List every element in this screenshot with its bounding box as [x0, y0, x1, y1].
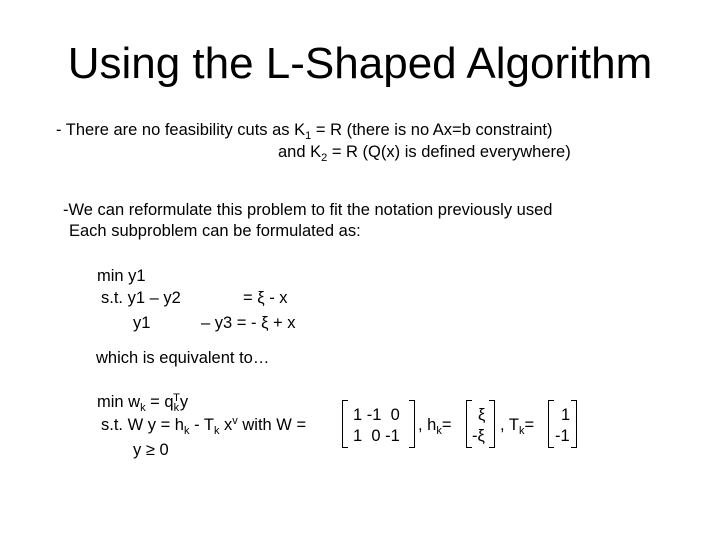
- subscript: k: [183, 425, 190, 437]
- matrix-w-row2: 1 0 -1: [353, 427, 400, 445]
- vector-h-row2: -ξ: [472, 427, 485, 445]
- problem1-constraint1-lhs: s.t. y1 – y2: [101, 289, 181, 307]
- subscript: 2: [321, 152, 328, 164]
- problem1-constraint2-rhs: – y3 = - ξ + x: [201, 314, 296, 332]
- t-label: [500, 415, 534, 435]
- vector-t-left-bracket: [548, 400, 554, 448]
- bullet-feasibility-line2: [278, 142, 571, 162]
- matrix-w-right-bracket: [409, 400, 415, 448]
- vector-h-right-bracket: [489, 400, 495, 448]
- vector-t-row2: -1: [555, 427, 570, 445]
- text: = q: [145, 393, 174, 411]
- equivalence-text: which is equivalent to…: [96, 349, 270, 367]
- subscript: k: [213, 425, 220, 437]
- matrix-w-row1: 1 -1 0: [353, 406, 400, 424]
- vector-t-right-bracket: [571, 400, 577, 448]
- problem2-nonnegativity: y ≥ 0: [133, 441, 169, 459]
- subscript: k: [173, 402, 180, 414]
- text: =: [524, 416, 535, 434]
- problem1-constraint1-rhs: = ξ - x: [243, 289, 288, 307]
- text: y: [179, 393, 189, 411]
- vector-h-row1: ξ: [478, 406, 486, 424]
- vector-t-row1: 1: [561, 406, 571, 424]
- bullet-feasibility-line1: [56, 120, 552, 140]
- subscript: k: [140, 402, 146, 414]
- subscript: k: [436, 425, 442, 437]
- text: min w: [97, 393, 141, 411]
- text: - T: [189, 416, 214, 434]
- text: , h: [418, 416, 437, 434]
- matrix-w-left-bracket: [342, 400, 348, 448]
- superscript: T: [173, 392, 180, 404]
- slide-title: Using the L-Shaped Algorithm: [67, 39, 653, 88]
- problem2-constraint: [101, 415, 306, 435]
- text: s.t. W y = h: [101, 416, 184, 434]
- subscript: 1: [305, 130, 312, 142]
- text: , T: [500, 416, 519, 434]
- bullet-reformulate-line2: Each subproblem can be formulated as:: [69, 222, 361, 240]
- problem2-objective: [97, 392, 188, 412]
- superscript: v: [232, 415, 238, 427]
- text: with W =: [237, 416, 307, 434]
- text: = R (there is no Ax=b constraint): [311, 121, 553, 139]
- problem1-constraint2-lhs: y1: [133, 314, 151, 332]
- text: - There are no feasibility cuts as K: [56, 121, 306, 139]
- problem1-objective: min y1: [97, 267, 146, 285]
- text: = R (Q(x) is defined everywhere): [327, 143, 571, 161]
- text: x: [219, 416, 233, 434]
- h-label: [418, 415, 452, 435]
- subscript: k: [518, 425, 525, 437]
- text: and K: [278, 143, 322, 161]
- text: =: [441, 416, 452, 434]
- bullet-reformulate-line1: -We can reformulate this problem to fit the notation previously used: [63, 201, 553, 219]
